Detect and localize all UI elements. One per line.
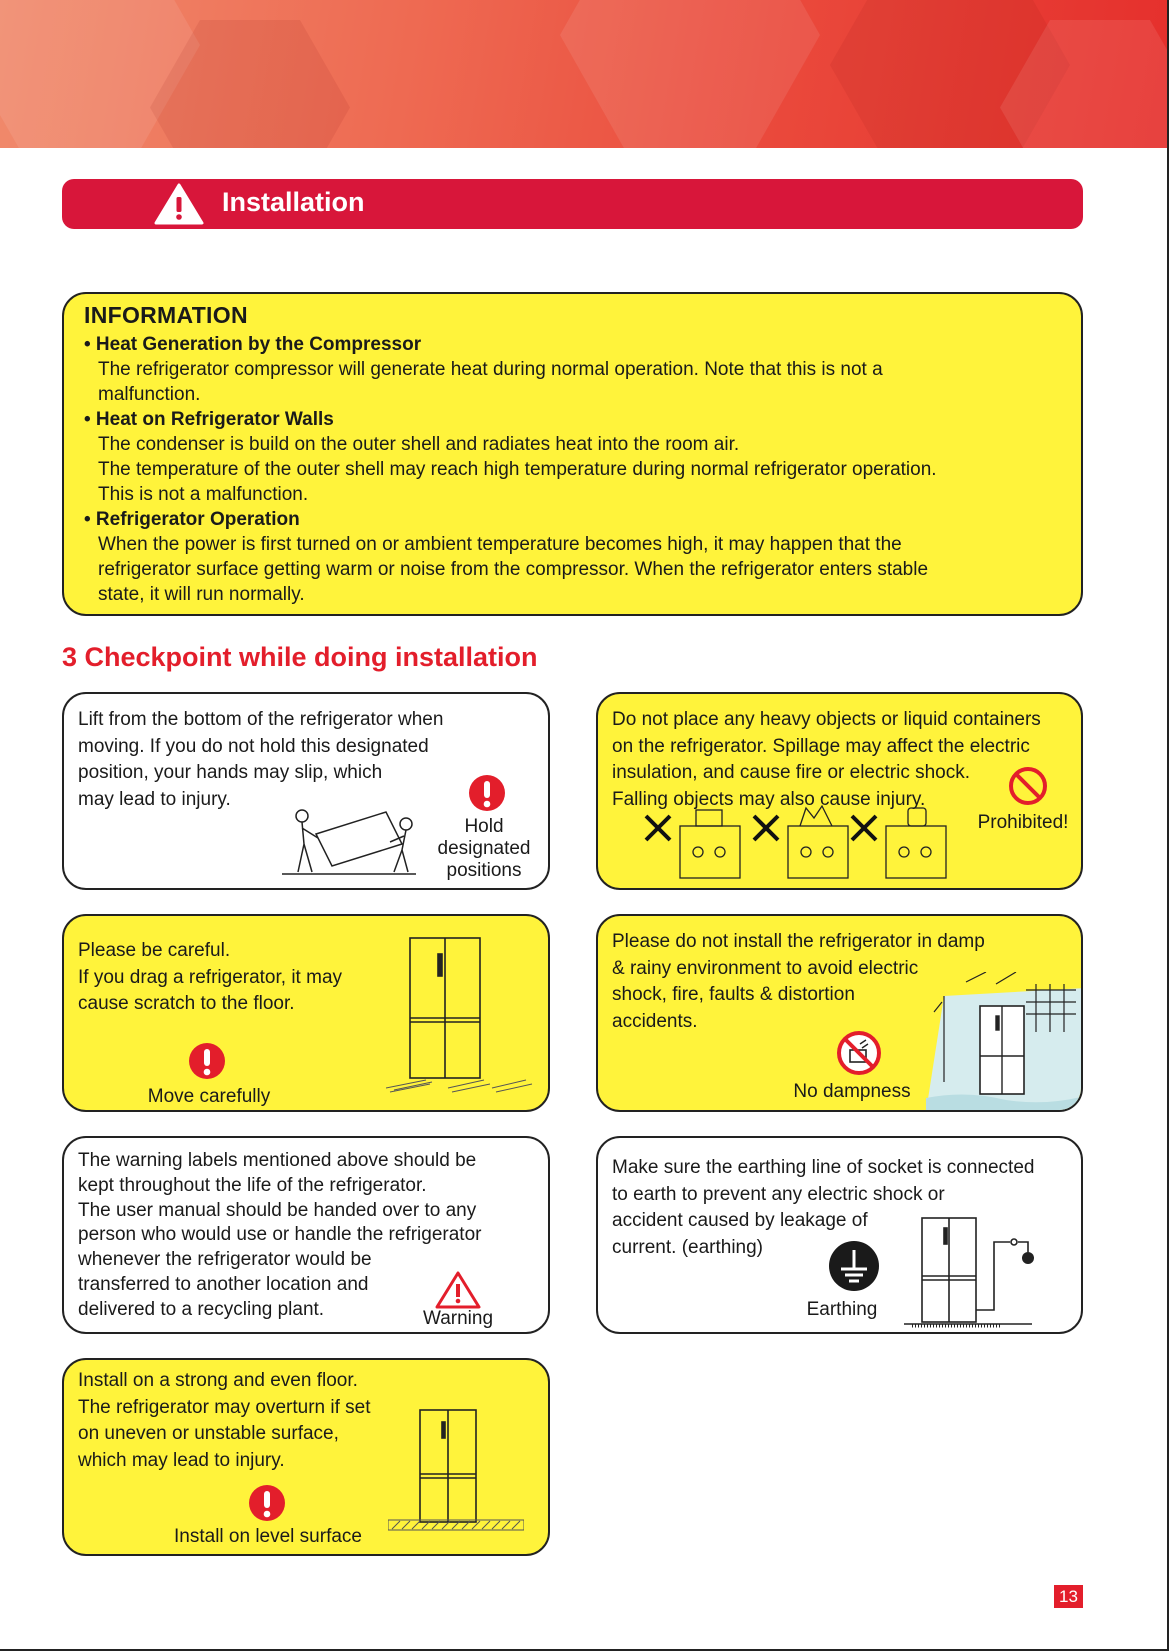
checkpoint-card-warning-labels [62,1136,550,1334]
card-label-line: Earthing [806,1299,878,1320]
card-label-line: No dampness [793,1081,911,1102]
no-dampness-icon [836,1030,882,1076]
information-heading: INFORMATION [84,302,248,328]
card-line: The warning labels mentioned above should be [78,1150,477,1171]
info-item-line: malfunction. [98,384,201,405]
card-label-line: Prohibited! [977,812,1069,833]
info-item-line: The condenser is build on the outer shell and radiates heat into the room air. [98,434,740,455]
card-line: shock, fire, faults & distortion [612,984,855,1005]
objects-on-refrigerator-illustration [642,802,962,880]
card-line: cause scratch to the floor. [78,993,295,1014]
prohibited-icon [1008,766,1048,806]
card-text [612,707,1041,813]
checkpoint-card-lift [62,692,550,890]
card-label-line: Hold [464,816,504,837]
info-item-line: This is not a malfunction. [98,484,309,505]
card-line: Please do not install the refrigerator in damp [612,931,985,952]
exclamation-icon [248,1484,286,1522]
warning-triangle-icon [434,1270,482,1310]
card-line: kept throughout the life of the refrigerator. [78,1174,427,1196]
card-text [78,1149,481,1323]
checkpoint-card-drag [62,914,550,1112]
card-line: Install on a strong and even floor. [78,1370,358,1391]
card-text [78,938,342,1018]
card-line: Falling objects may also cause injury. [612,788,926,810]
people-lifting-refrigerator-illustration [282,804,422,876]
checkpoint-card-heavy-objects [596,692,1083,890]
info-item-title: • Heat on Refrigerator Walls [84,409,334,430]
exclamation-icon [468,774,506,812]
info-item-line: The refrigerator compressor will generate heat during normal operation. Note that this is not a [98,359,883,380]
card-line: Do not place any heavy objects or liquid containers [612,709,1041,730]
info-item-line: refrigerator surface getting warm or noise from the compressor. When the refrigerator enters stable [98,559,929,580]
section-title: Installation [222,187,365,217]
card-line: to earth to prevent any electric shock or [612,1183,945,1205]
card-line: delivered to a recycling plant. [78,1298,325,1320]
card-label [414,816,550,882]
card-label [772,1081,932,1103]
section-header [62,179,1083,229]
card-line: The refrigerator may overturn if set [78,1396,371,1418]
card-line: insulation, and cause fire or electric shock. [612,762,971,783]
card-line: Lift from the bottom of the refrigerator when [78,709,444,730]
card-line: person who would use or handle the refrigerator [78,1224,482,1246]
checkpoint-title: 3 Checkpoint while doing installation [62,642,538,672]
card-line: whenever the refrigerator would be [78,1249,372,1271]
header-banner [0,0,1169,148]
card-line: accident caused by leakage of [612,1210,868,1231]
card-line: which may lead to injury. [78,1449,285,1471]
card-text [78,1368,371,1474]
card-line: may lead to injury. [78,788,231,810]
card-label [396,1308,520,1330]
card-line: position, your hands may slip, which [78,762,383,783]
info-item-title: • Heat Generation by the Compressor [84,334,422,355]
card-line: Please be careful. [78,940,231,961]
card-line: & rainy environment to avoid electric [612,957,919,979]
card-label [960,812,1083,834]
card-line: Make sure the earthing line of socket is connected [612,1157,1035,1178]
card-label-line: positions [446,860,522,881]
exclamation-icon [188,1042,226,1080]
card-line: on uneven or unstable surface, [78,1423,339,1444]
earthing-icon [828,1240,880,1292]
information-box [62,292,1083,616]
card-label-line: designated [437,838,531,859]
card-line: current. (earthing) [612,1236,764,1258]
checkpoint-card-earthing [596,1136,1083,1334]
checkpoint-card-level-floor [62,1358,550,1556]
card-label [782,1299,902,1321]
card-line: on the refrigerator. Spillage may affect the electric [612,735,1030,757]
checkpoint-card-damp [596,914,1083,1112]
info-item-line: The temperature of the outer shell may reach high temperature during normal refrigerator operation. [98,459,937,480]
card-line: transferred to another location and [78,1273,369,1295]
card-text [78,707,443,813]
card-label-line: Warning [422,1308,494,1329]
damp-room-illustration [926,972,1083,1112]
card-label-line: Move carefully [147,1086,271,1107]
info-item-title: • Refrigerator Operation [84,509,300,530]
card-line: accidents. [612,1010,698,1032]
card-label [114,1086,304,1108]
grounded-refrigerator-illustration [902,1214,1052,1330]
card-line: The user manual should be handed over to any [78,1199,477,1221]
info-item-line: When the power is first turned on or ambient temperature becomes high, it may happen that the [98,534,902,555]
refrigerator-illustration [386,934,536,1094]
card-line: If you drag a refrigerator, it may [78,966,343,988]
hex-decoration [560,0,820,148]
warning-triangle-icon [154,183,204,225]
refrigerator-on-level-floor-illustration [388,1408,524,1532]
page-number: 13 [1054,1585,1083,1608]
card-label [148,1526,388,1548]
card-line: moving. If you do not hold this designated [78,735,429,757]
card-label-line: Install on level surface [174,1526,362,1547]
info-item-line: state, it will run normally. [98,584,305,605]
